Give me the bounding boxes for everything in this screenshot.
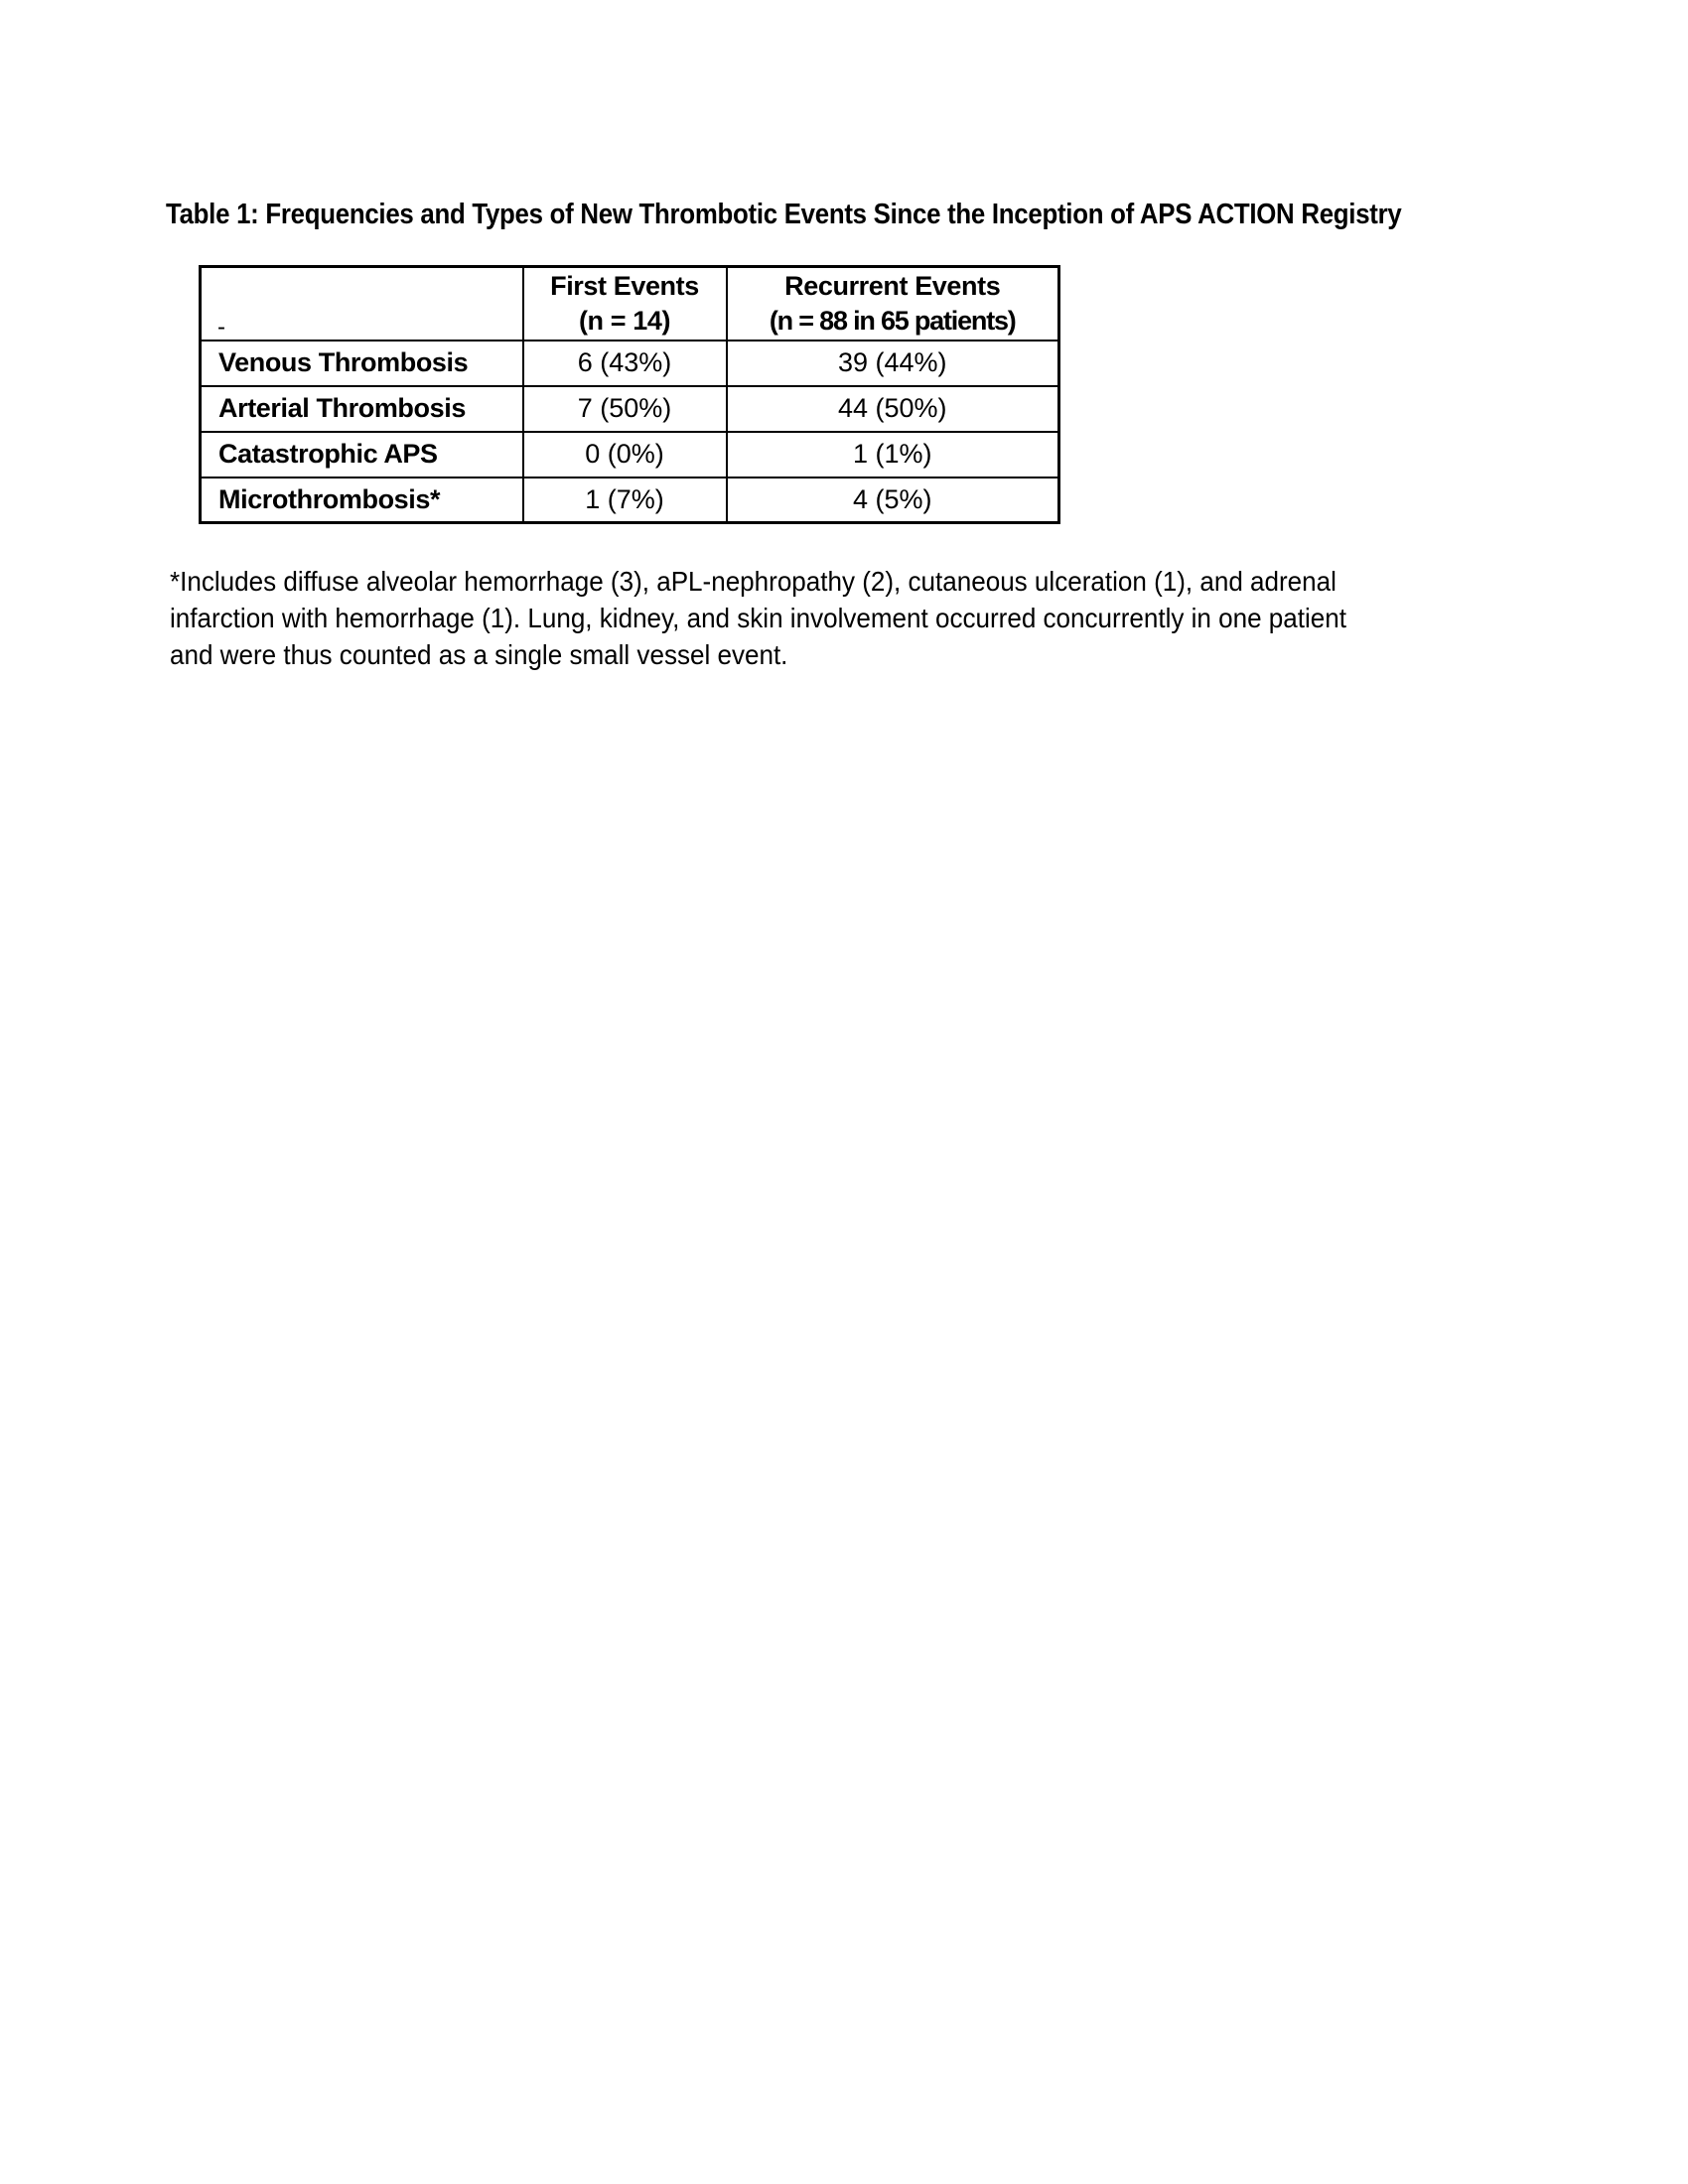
row-label: Microthrombosis* [201, 478, 523, 523]
stub-header-cell [201, 267, 523, 341]
first-events-value: 0 (0%) [523, 432, 727, 478]
col-header-subline: (n = 14) [578, 305, 671, 336]
row-label: Arterial Thrombosis [201, 386, 523, 432]
col-header-first-events [523, 267, 727, 341]
table-row-catastrophic-aps [201, 432, 1059, 478]
first-events-value: 7 (50%) [523, 386, 727, 432]
thrombotic-events-table [199, 265, 1060, 524]
footnote [170, 563, 1346, 673]
recurrent-events-value: 1 (1%) [727, 432, 1059, 478]
footnote-line: and were thus counted as a single small vessel event. [170, 639, 788, 670]
table-header-row [201, 267, 1059, 341]
col-header-subline: (n = 88 in 65 patients) [769, 305, 1016, 336]
row-label: Catastrophic APS [201, 432, 523, 478]
recurrent-events-value: 4 (5%) [727, 478, 1059, 523]
col-header-recurrent-events [727, 267, 1059, 341]
recurrent-events-value: 39 (44%) [727, 341, 1059, 386]
footnote-line: *Includes diffuse alveolar hemorrhage (3), aPL-nephropathy (2), cutaneous ulceration (1), and adrenal [170, 566, 1336, 597]
table-row-microthrombosis [201, 478, 1059, 523]
col-header-line: Recurrent Events [784, 270, 1001, 301]
first-events-value: 6 (43%) [523, 341, 727, 386]
row-label: Venous Thrombosis [201, 341, 523, 386]
table-title: Table 1: Frequencies and Types of New Thrombotic Events Since the Inception of APS ACTION Registry [166, 199, 1402, 230]
col-header-line: First Events [550, 270, 699, 301]
table-row-arterial-thrombosis [201, 386, 1059, 432]
stub-dash: - [217, 313, 225, 341]
recurrent-events-value: 44 (50%) [727, 386, 1059, 432]
first-events-value: 1 (7%) [523, 478, 727, 523]
footnote-line: infarction with hemorrhage (1). Lung, kidney, and skin involvement occurred concurrently in one patient [170, 603, 1346, 633]
table-row-venous-thrombosis [201, 341, 1059, 386]
